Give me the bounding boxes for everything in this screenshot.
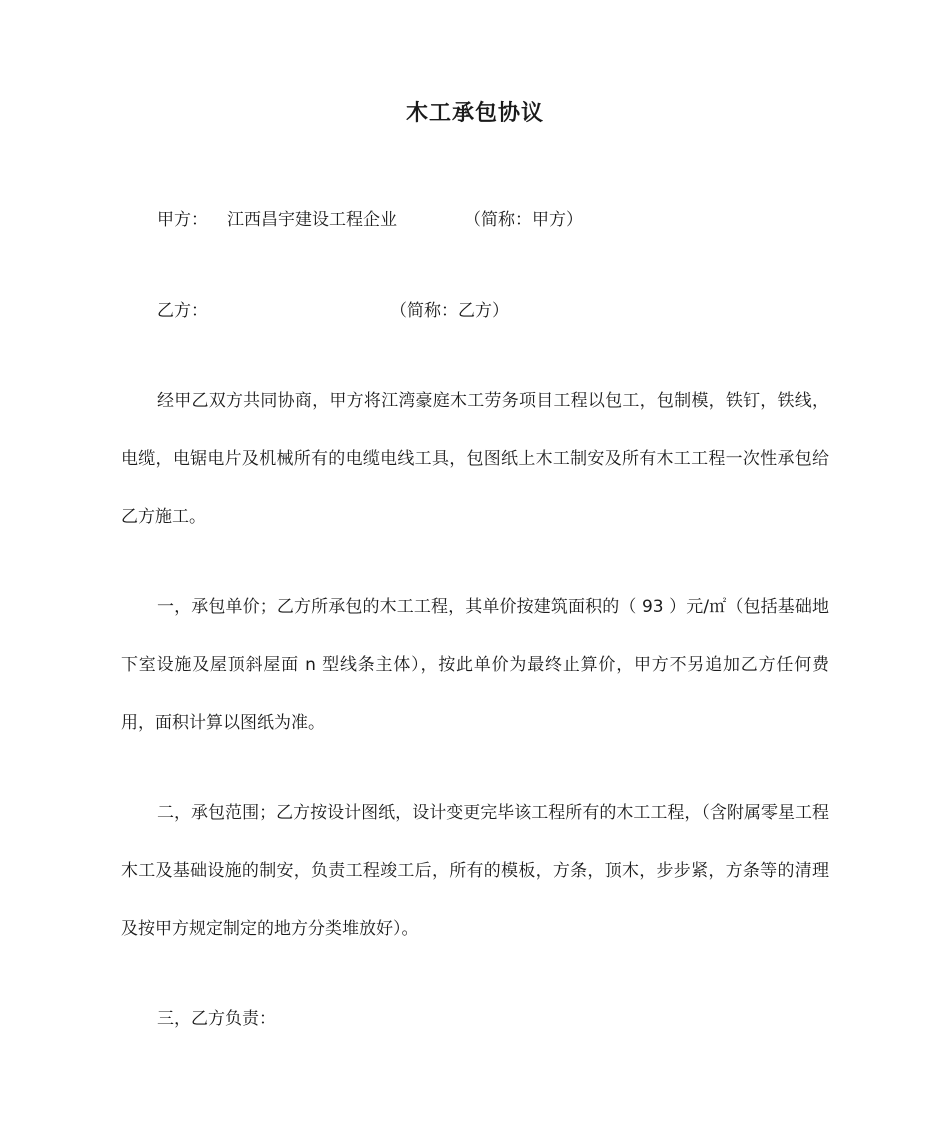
party-a-label: 甲方： xyxy=(157,210,208,230)
paragraph-clause-1: 一，承包单价；乙方所承包的木工工程，其单价按建筑面积的（ 93 ）元/㎡（包括基础地下室设施及屋顶斜屋面 n 型线条主体），按此单价为最终止算价，甲方不另追加乙方任何费用，面积计算以图纸为准。 xyxy=(121,597,829,733)
document-title: 木工承包协议 xyxy=(405,101,544,126)
party-a-abbr: （简称：甲方） xyxy=(464,210,583,230)
paragraph-intro: 经甲乙双方共同协商，甲方将江湾豪庭木工劳务项目工程以包工，包制模，铁钉，铁线，电缆，电锯电片及机械所有的电缆电线工具，包图纸上木工制安及所有木工工程一次性承包给乙方施工。 xyxy=(121,391,829,527)
paragraph-clause-2: 二，承包范围；乙方按设计图纸，设计变更完毕该工程所有的木工工程，（含附属零星工程木工及基础设施的制安，负责工程竣工后，所有的模板，方条，顶木，步步紧，方条等的清理及按甲方规定制定的地方分类堆放好）。 xyxy=(121,803,829,939)
party-a-name: 江西昌宇建设工程企业 xyxy=(227,210,397,230)
party-b-abbr: （简称：乙方） xyxy=(390,301,509,321)
party-b-label: 乙方： xyxy=(157,301,208,321)
paragraph-clause-3: 三，乙方负责： xyxy=(157,1009,276,1029)
